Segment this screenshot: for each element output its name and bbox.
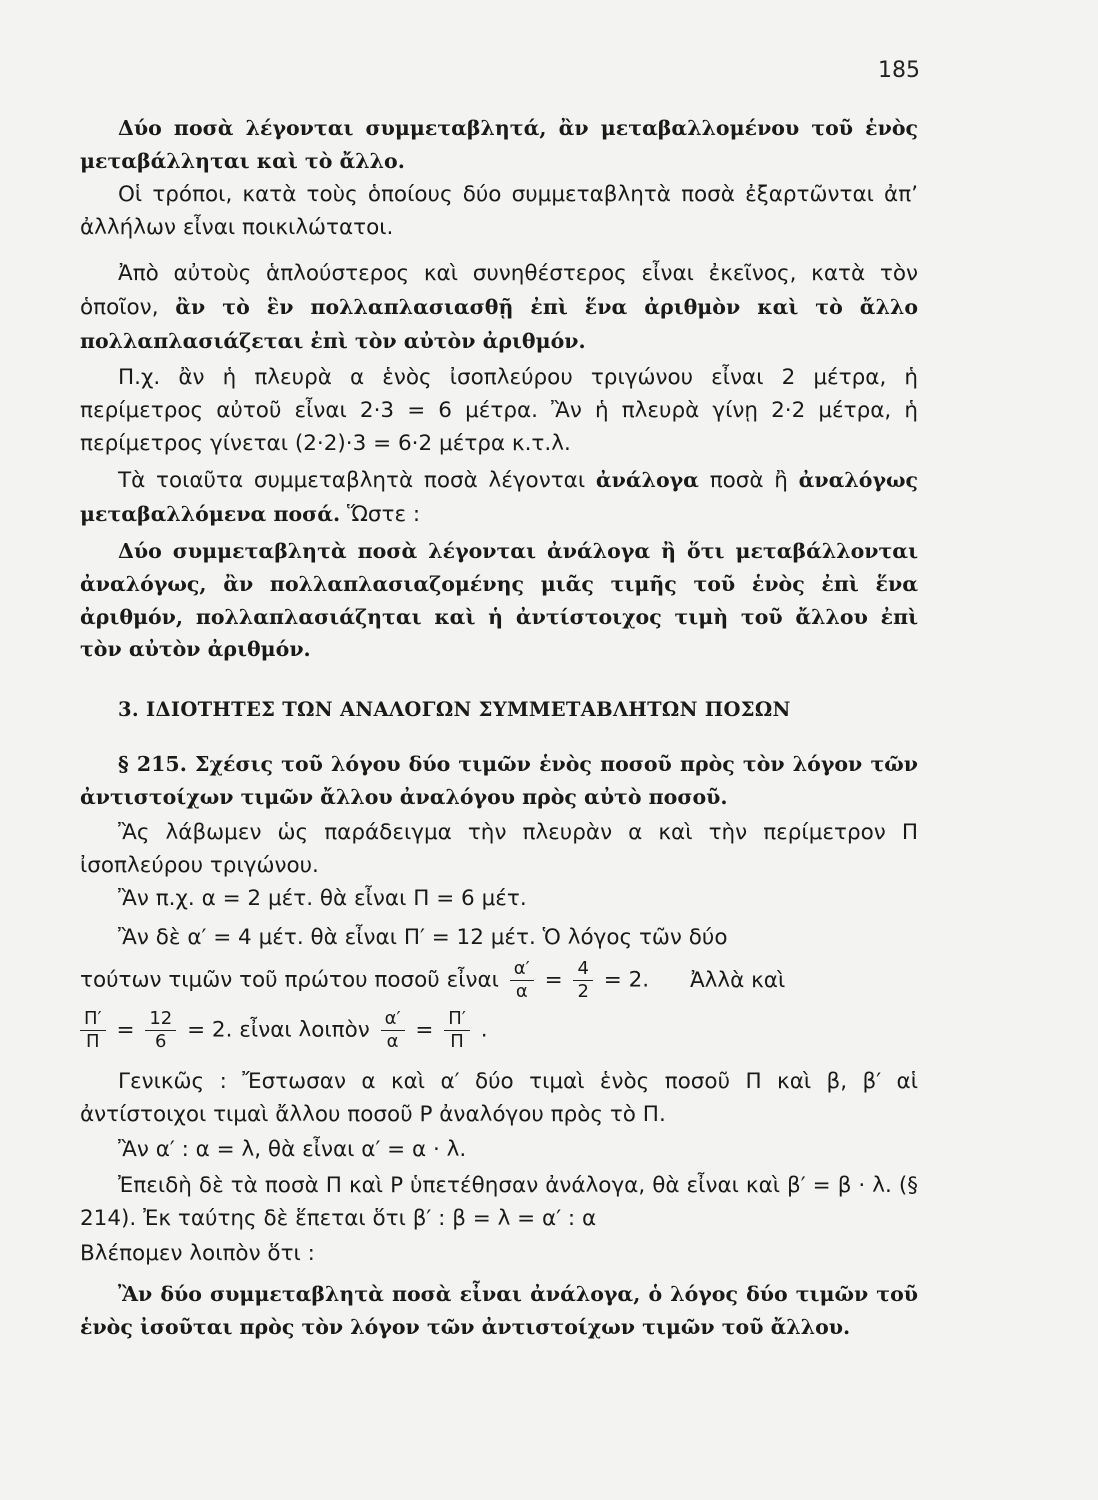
result-2: = 2. xyxy=(187,1017,233,1043)
paragraph-simplest xyxy=(80,258,918,358)
page-number: 185 xyxy=(878,58,920,83)
fraction-p-prime-over-p xyxy=(80,1010,106,1051)
simplest-bold: ἂν τὸ ἓν πολλαπλασιασθῇ ἐπὶ ἕνα ἀριθμὸν καὶ τὸ ἄλλο πολλαπλασιάζεται ἐπὶ τὸν αὐτὸν ἀριθμόν. xyxy=(80,294,918,353)
fraction-a-prime-over-a xyxy=(510,960,534,1001)
ratio-text: τούτων τιμῶν τοῦ πρώτου ποσοῦ εἶναι xyxy=(80,967,499,993)
therefore-text: εἶναι λοιπὸν xyxy=(239,1017,370,1043)
paragraph-if-a2: Ἂν π.χ. α = 2 μέτ. θὰ εἶναι Π = 6 μέτ. xyxy=(118,886,527,911)
denominator: Π xyxy=(450,1031,464,1052)
equals-sign: = xyxy=(544,967,563,993)
numerator: Π′ xyxy=(80,1010,106,1031)
definition-covariant: Δύο ποσὰ λέγονται συμμεταβλητά, ἂν μεταβαλλομένου τοῦ ἑνὸς μεταβάλληται καὶ τὸ ἄλλο. xyxy=(80,116,918,173)
section-title: 3. ΙΔΙΟΤΗΤΕΣ ΤΩΝ ΑΝΑΛΟΓΩΝ ΣΥΜΜΕΤΑΒΛΗΤΩΝ ΠΟΣΩΝ xyxy=(118,698,791,721)
paragraph-if-ratio: Ἂν α′ : α = λ, θὰ εἶναι α′ = α · λ. xyxy=(118,1137,467,1162)
paragraph-proportional xyxy=(80,464,918,532)
numerator: Π′ xyxy=(444,1010,470,1031)
fraction-a-prime-over-a-2 xyxy=(381,1010,405,1051)
paragraph-take-example: Ἂς λάβωμεν ὡς παράδειγμα τὴν πλευρὰν α καὶ τὴν περίμετρον Π ἰσοπλεύρου τριγώνου. xyxy=(80,820,918,878)
paragraph-since: Ἐπειδὴ δὲ τὰ ποσὰ Π καὶ Ρ ὑπετέθησαν ἀνάλογα, θὰ εἶναι καὶ β′ = β · λ. (§ 214). Ἐκ ταύτης δὲ ἕπεται ὅτι β′ : β = λ = α′ : α xyxy=(80,1173,918,1231)
subsection-215: § 215. Σχέσις τοῦ λόγου δύο τιμῶν ἑνὸς ποσοῦ πρὸς τὸν λόγον τῶν ἀντιστοίχων τιμῶν ἄλλου ἀναλόγου πρὸς αὐτὸ ποσοῦ. xyxy=(80,752,918,809)
numerator: 4 xyxy=(573,960,592,981)
but-also-text: Ἀλλὰ καὶ xyxy=(689,967,786,993)
paragraph-we-see: Βλέπομεν λοιπὸν ὅτι : xyxy=(80,1241,315,1266)
theorem-proportional-ratio: Ἂν δύο συμμεταβλητὰ ποσὰ εἶναι ἀνάλογα, ὁ λόγος δύο τιμῶν τοῦ ἑνὸς ἰσοῦται πρὸς τὸν λόγον τῶν ἀντιστοίχων τιμῶν τοῦ ἄλλου. xyxy=(80,1282,918,1339)
ratio-line-2 xyxy=(80,1010,918,1051)
prop-text-2: ποσὰ ἢ xyxy=(709,468,788,493)
denominator: Π xyxy=(86,1031,100,1052)
denominator: α xyxy=(515,981,528,1002)
prop-text: Τὰ τοιαῦτα συμμεταβλητὰ ποσὰ λέγονται xyxy=(118,468,586,493)
denominator: α xyxy=(386,1031,399,1052)
fraction-12-over-6 xyxy=(145,1010,176,1051)
numerator: α′ xyxy=(510,960,534,981)
numerator: α′ xyxy=(381,1010,405,1031)
period: . xyxy=(480,1017,488,1043)
numerator: 12 xyxy=(145,1010,176,1031)
paragraph-if-a4: Ἂν δὲ α′ = 4 μέτ. θὰ εἶναι Π′ = 12 μέτ. Ὁ λόγος τῶν δύο xyxy=(118,925,728,950)
paragraph-example: Π.χ. ἂν ἡ πλευρὰ α ἑνὸς ἰσοπλεύρου τριγώνου εἶναι 2 μέτρα, ἡ περίμετρος αὐτοῦ εἶναι 2·3 = 6 μέτρα. Ἂν ἡ πλευρὰ γίνῃ 2·2 μέτρα, ἡ περίμετρος γίνεται (2·2)·3 = 6·2 μέτρα κ.τ.λ. xyxy=(80,365,918,456)
paragraph-generally: Γενικῶς : Ἔστωσαν α καὶ α′ δύο τιμαὶ ἑνὸς ποσοῦ Π καὶ β, β′ αἱ ἀντίστοιχοι τιμαὶ ἄλλου ποσοῦ Ρ ἀναλόγου πρὸς τὸ Π. xyxy=(80,1069,918,1127)
result-2: = 2. xyxy=(603,967,650,993)
definition-proportional: Δύο συμμεταβλητὰ ποσὰ λέγονται ἀνάλογα ἢ ὅτι μεταβάλλονται ἀναλόγως, ἂν πολλαπλασιαζομένης μιᾶς τιμῆς τοῦ ἑνὸς ἐπὶ ἕνα ἀριθμόν, πολλαπλασιάζηται καὶ ἡ ἀντίστοιχος τιμὴ τοῦ ἄλλου ἐπὶ τὸν αὐτὸν ἀριθμόν. xyxy=(80,539,918,662)
denominator: 6 xyxy=(155,1031,167,1052)
equals-sign: = xyxy=(116,1017,135,1043)
paragraph-dependence: Οἱ τρόποι, κατὰ τοὺς ὁποίους δύο συμμεταβλητὰ ποσὰ ἐξαρτῶνται ἀπ’ ἀλλήλων εἶναι ποικιλώτατοι. xyxy=(80,182,918,240)
equals-sign: = xyxy=(415,1017,434,1043)
ratio-line-1 xyxy=(80,960,918,1001)
fraction-4-over-2 xyxy=(573,960,592,1001)
denominator: 2 xyxy=(577,981,589,1002)
simplest-text: Ἀπὸ αὐτοὺς ἁπλούστερος καὶ συνηθέστερος εἶναι ἐκεῖνος, κατὰ τὸν ὁποῖον, xyxy=(80,261,918,320)
prop-term: ἀνάλογα xyxy=(595,468,699,492)
fraction-p-prime-over-p-2 xyxy=(444,1010,470,1051)
prop-term-2: ἀναλόγως μεταβαλλόμενα ποσά. xyxy=(80,468,918,526)
prop-therefore: Ὥστε : xyxy=(347,501,421,527)
